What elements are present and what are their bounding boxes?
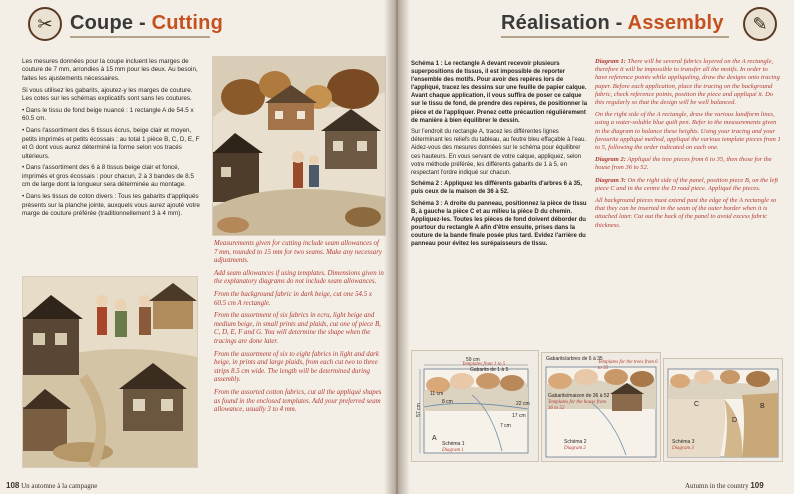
diagram-1-dim-e: 8 cm [442, 399, 453, 405]
title-french: Réalisation [501, 12, 610, 34]
english-paragraph: From the assortment of six to eight fabrics in light and dark beige, in prints and large plaids, from each cut two to three strips 8.5 cm wide. The length will be determined during assembly. [214, 350, 379, 384]
diagram-3 [663, 358, 783, 462]
right-running-title: Autumn in the country [685, 482, 749, 490]
quilt-photo-top-image [213, 57, 385, 235]
left-footer [6, 481, 97, 490]
left-page-number: 108 [6, 481, 20, 490]
diagram-2 [541, 352, 661, 462]
diagram-1-height: 57 cm [415, 403, 422, 417]
right-page-title: Réalisation - Assembly [501, 12, 724, 34]
diagram-1-dim-a: 11 cm [430, 391, 444, 397]
english-block: All background pieces must extend past the edge of the A rectangle so that they can be inserted in the seam of the outer border when it is attached later. Cut out the back of the panel to avoid excess fabric thickness. [595, 197, 777, 229]
diagram-2-trees-en: Templates for the trees from 6 to 35 [598, 360, 658, 371]
english-paragraph: Add seam allowances if using templates. Dimensions given in the explanatory diagrams do not include seam allowances. [214, 269, 384, 286]
diagram-1-templates-fr: Gabarits de 1 à 5 [470, 367, 509, 373]
sewing-needle-icon: ✎ [743, 7, 777, 41]
french-paragraph: • Dans les tissus de coton divers : Tous les gabarits d'appliqués présents sur la planche jointe, auxquels vous aurez ajouté votre marge de couture préférée (traditionnellement 3 à 4 mm). [22, 193, 200, 217]
english-paragraph: From the background fabric in dark beige, cut one 54.5 x 60.5 cm A rectangle. [214, 290, 372, 307]
diagram-1-schema-en: Diagram 1 [442, 448, 464, 453]
diagram-1-schema-fr: Schéma 1 [442, 441, 465, 447]
diagram-3-schema-en: Diagram 3 [672, 446, 694, 451]
right-footer [685, 481, 764, 490]
right-page-number: 109 [750, 481, 764, 490]
diagram-1-dim-d: 7 cm [500, 423, 511, 429]
diagram-2-trees-fr: Gabarits/arbres de 6 à 35 [546, 356, 603, 362]
diagram-1-templates-en: Templates from 1 to 5 [462, 362, 506, 367]
title-english: Cutting [151, 12, 223, 34]
left-page-title: Coupe - Cutting [70, 12, 223, 34]
french-paragraph: Les mesures données pour la coupe incluent les marges de couture de 7 mm, arrondies à 15 mm pour les deux. Au besoin, faites les ajustements nécessaires. [22, 58, 198, 82]
quilt-photo-bottom-image [23, 277, 197, 467]
english-cutting-text [214, 240, 384, 419]
french-paragraph: Sur l'endroit du rectangle A, tracez les différentes lignes déterminant les reliefs du tableau, au feutre bleu effaçable à l'eau. Aidez-vous des mesures données sur le schéma pour équilibrer ces hauteurs. En vous servant de votre calque, appliquez, selon votre méthode préférée, les différents gabarits de 1 à 5, en respectant l'ordre indiqué sur chacun. [411, 129, 587, 176]
title-english: Assembly [627, 12, 724, 34]
french-paragraph: Si vous utilisez les gabarits, ajoutez-y les marges de couture. Les cotes sur les schémas explicatifs sont sans les coutures. [22, 86, 193, 103]
french-assembly-text [411, 60, 589, 252]
french-paragraph: Schéma 3 : A droite du panneau, positionnez la pièce de tissu B, à gauche la pièce C et au milieu la pièce D du chemin. Appliquez-les. Toutes les pièces de fond doivent déborder du pourtour du rectangle A afin d'être ensuite, prises dans la couture de la bande finale posée plus tard. Evidez l'arrière du panneau pour évitez les surépaisseurs de tissu. [411, 201, 587, 248]
diagram-3-piece-c: C [694, 401, 700, 408]
english-block: On the right side of the A rectangle, draw the various landform lines, using a water-soluble blue quilt pen. Refer to the measurements given in the diagram to balance these heights. Using your tracing and your favourite appliqué method, appliqué the various template pieces from 1 to 5, following the order indicated on each one. [595, 111, 781, 152]
french-paragraph: • Dans l'assortiment des 6 à 8 tissus beige clair et foncé, imprimés et gros écossais : pour chacun, 2 à 3 bandes de 8.5 cm de large dont la longueur sera déterminée au montage. [22, 164, 194, 189]
english-block: Diagram 1: There will be several fabrics layered on the A rectangle, therefore it will be impossible to transfer all the motifs. In order to have reference points while appliquéing, draw the designs onto tracing paper. Before each application, place the tracing on the background fabric, check reference points, position the piece and appliqué it. Do this regularly so that the design will be well balanced. [595, 58, 780, 107]
diagram-1-piece-a: A [432, 435, 437, 442]
french-paragraph: • Dans le tissu de fond beige nuancé : 1 rectangle A de 54.5 x 60.5 cm. [22, 107, 194, 123]
title-rule [501, 36, 729, 38]
english-paragraph: Measurements given for cutting include seam allowances of 7 mm, rounded to 15 mm for two seams. Make any necessary adjustments. [214, 240, 382, 265]
english-assembly-text [595, 58, 781, 234]
english-paragraph: From the assortment of six fabrics in ecru, light beige and medium beige, in small prints and plaids, cut one of piece B, C, D, E, F and G. You will determine the shape when the tracings are done later. [214, 312, 381, 345]
english-paragraph: From the assorted cotton fabrics, cut all the appliqué shapes as found in the enclosed templates. Add your preferred seam allowance, usually 3 to 4 mm. [214, 388, 382, 414]
diagram-3-piece-b: B [760, 403, 765, 410]
left-running-title: Un automne à la campagne [21, 482, 98, 490]
quilt-photo-bottom [22, 276, 198, 468]
title-french: Coupe [70, 12, 134, 34]
diagram-3-schema-fr: Schéma 3 [672, 439, 695, 445]
diagram-1-dim-b: 22 cm [516, 401, 530, 407]
scissors-icon: ✂ [28, 7, 62, 41]
diagram-1 [411, 350, 539, 462]
diagram-2-house-en: Templates for the house from 36 to 52 [548, 400, 606, 411]
diagram-3-piece-d: D [732, 417, 738, 424]
right-page [397, 0, 794, 494]
diagram-2-house-fr: Gabarits/maison de 36 à 52 [548, 393, 610, 399]
diagram-1-dim-c: 17 cm [512, 413, 526, 419]
quilt-photo-top [212, 56, 386, 236]
diagram-1-width: 59 cm [466, 357, 480, 363]
french-paragraph: Schéma 1 : Le rectangle A devant recevoir plusieurs superpositions de tissus, il est impossible de reporter l'ensemble des motifs. Pour avoir des repères lors de l'appliqué, tracez les dessins sur une feuille de papier calque. Avant chaque application, il vous suffira de poser ce calque sur le tissu de fond, de prendre des repères, de positionner la pièce et de l'appliquer. Prenez cette précaution régulièrement de manière à bien équilibrer le dessin. [411, 61, 588, 124]
english-block: Diagram 2: Appliqué the tree pieces from 6 to 35, then those for the house from 36 to 52. [595, 156, 772, 172]
french-paragraph: Schéma 2 : Appliquez les différents gabarits d'arbres 6 à 35, puis ceux de la maison de 36 à 52. [411, 181, 582, 196]
diagram-2-schema-fr: Schéma 2 [564, 439, 587, 445]
french-cutting-text [22, 58, 202, 222]
english-block: Diagram 3: On the right side of the panel, position piece B, on the left piece C and in the centre the D road piece. Appliqué the pieces. [595, 176, 779, 192]
diagram-2-schema-en: Diagram 2 [564, 446, 586, 451]
french-paragraph: • Dans l'assortiment des 6 tissus écrus, beige clair et moyen, petits imprimés et petits écossais : au total 1 pièce B, C, D, E, F et G dont vous aurez déterminé la forme selon vos tracés ultérieurs. [22, 127, 200, 160]
title-rule [70, 36, 210, 38]
